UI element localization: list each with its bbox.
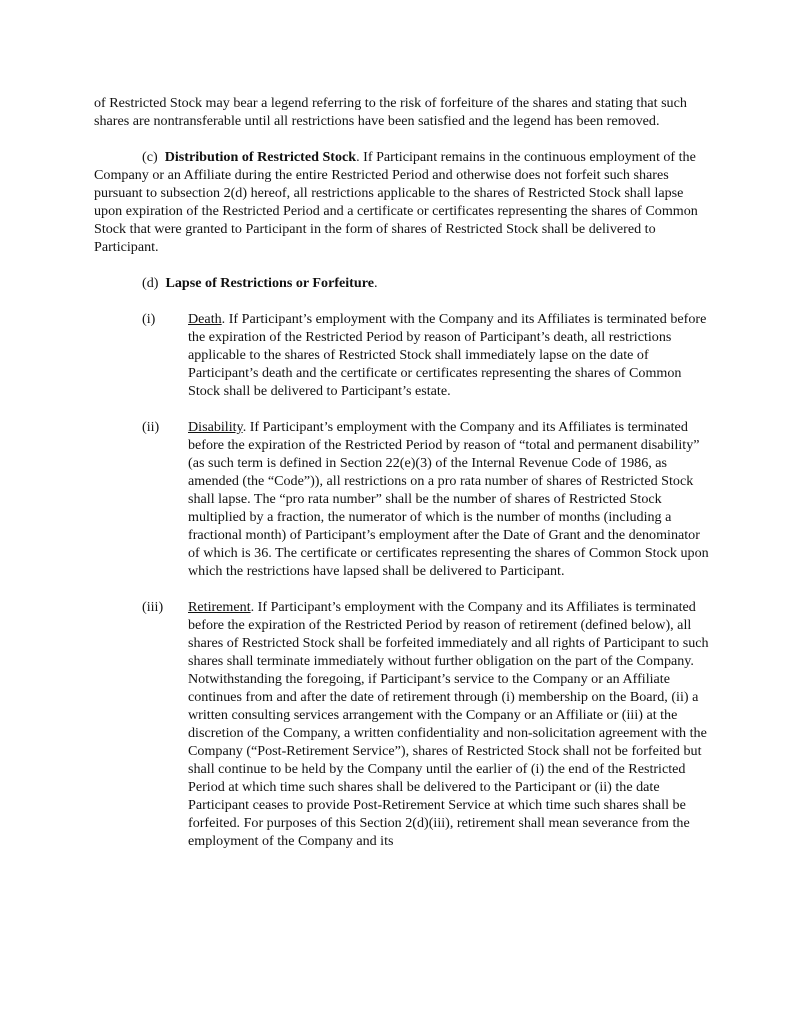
paragraph-continuation: of Restricted Stock may bear a legend referring to the risk of forfeiture of the shares and stating that such shares are nontransferable until all restrictions have been satisfied and the legend has been removed.: [94, 95, 687, 129]
section-c-label: (c): [142, 149, 158, 165]
section-c-title: Distribution of Restricted Stock: [164, 149, 357, 165]
item-number: (iii): [142, 599, 164, 615]
item-text: . If Participant’s employment with the Company and its Affiliates is terminated before the expiration of the Restricted Period by reason of “total and permanent disability” (as such term is defined in Section 22(e)(3) of the Internal Revenue Code of 1986, as amended (the “Code”)), all restrictions on a pro rata number of shares of Restricted Stock shall lapse. The “pro rata number” shall be the number of shares of Restricted Stock multiplied by a fraction, the numerator of which is the number of months (including a fractional month) of Participant’s employment after the Date of Grant and the denominator of which is 36. The certificate or certificates representing the shares of Common Stock upon which the restrictions have lapsed shall be delivered to Participant.: [188, 419, 709, 579]
item-body: [188, 418, 709, 580]
item-text: . If Participant’s employment with the Company and its Affiliates is terminated before the expiration of the Restricted Period by reason of Participant’s death, all restrictions applicable to the shares of Restricted Stock shall immediately lapse on the date of Participant’s death and the certificate or certificates representing the shares of Common Stock shall be delivered to Participant’s estate.: [188, 311, 707, 399]
section-d-title: Lapse of Restrictions or Forfeiture: [165, 275, 374, 291]
list-item-disability: [94, 418, 709, 580]
item-body: [188, 310, 709, 400]
item-title-retirement: Retirement: [188, 599, 251, 615]
list-item-retirement: [94, 598, 709, 850]
section-d-heading: [94, 274, 709, 292]
item-body: [188, 598, 709, 850]
section-c-text: . If Participant remains in the continuous employment of the Company or an Affiliate during the entire Restricted Period and otherwise does not forfeit such shares pursuant to subsection 2(d) hereof, all restrictions applicable to the shares of Restricted Stock shall lapse upon expiration of the Restricted Period and a certificate or certificates representing the shares of Common Stock that were granted to Participant in the form of shares of Restricted Stock shall be delivered to Participant.: [94, 149, 698, 255]
item-text: . If Participant’s employment with the Company and its Affiliates is terminated before the expiration of the Restricted Period by reason of retirement (defined below), all shares of Restricted Stock shall be forfeited immediately and all rights of Participant to such shares shall terminate immediately without further obligation on the part of the Company. Notwithstanding the foregoing, if Participant’s service to the Company or an Affiliate continues from and after the date of retirement through (i) membership on the Board, (ii) a written consulting services arrangement with the Company or an Affiliate or (iii) at the discretion of the Company, a written confidentiality and non-solicitation agreement with the Company (“Post-Retirement Service”), shares of Restricted Stock shall not be forfeited but shall continue to be held by the Company until the earlier of (i) the end of the Restricted Period at which time such shares shall be delivered to the Participant or (ii) the date Participant ceases to provide Post-Retirement Service at which time such shares shall be forfeited. For purposes of this Section 2(d)(iii), retirement shall mean severance from the employment of the Company and its: [188, 599, 709, 849]
section-c-paragraph: [94, 148, 709, 256]
section-d-suffix: .: [373, 275, 378, 291]
list-item-death: [94, 310, 709, 400]
document-page: [94, 94, 709, 868]
item-title-disability: Disability: [188, 419, 243, 435]
item-title-death: Death: [188, 311, 222, 327]
section-d-label: (d): [142, 275, 159, 291]
item-number: (i): [142, 311, 156, 327]
item-number: (ii): [142, 419, 160, 435]
